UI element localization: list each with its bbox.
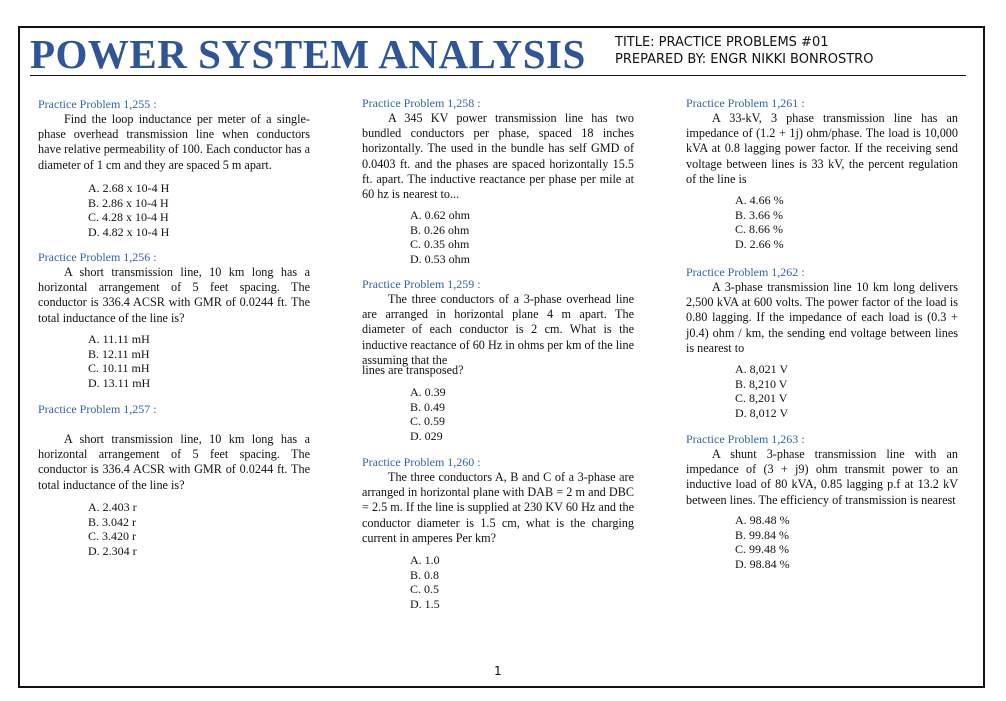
option-a: A. 1.0 (410, 553, 440, 567)
answer-option (88, 181, 169, 239)
problem-text: Find the loop inductance per meter of a single-phase overhead transmission line when conductors have relative permeability of 100. Each conductor has a diameter of 1 cm and they are spaced 5 m apart. (38, 112, 310, 172)
problem-text: A 33-kV, 3 phase transmission line has an impedance of (1.2 + 1j) ohm/phase. The load is 10,000 kVA at 0.8 lagging power factor. If the receiving send voltage between lines is 33 kV, the percent regulation of the line is (686, 111, 958, 186)
option-c: C. 8,201 V (735, 391, 788, 406)
option-a: A. 0.39 (410, 385, 446, 399)
option-b: B. 0.8 (410, 567, 440, 582)
answer-option (410, 385, 446, 443)
problem-text: The three conductors of a 3-phase overhead line are arranged in horizontal plane 4 m apart. The diameter of each conductor is 2 cm. What is the inductive reactance of 60 Hz in ohms per km of the line assuming that the (362, 292, 634, 367)
option-b: B. 2.86 x 10-4 H (88, 195, 169, 210)
problem-heading: Practice Problem 1,259 : (362, 277, 481, 291)
option-c: C. 10.11 mH (88, 361, 150, 376)
answer-option (735, 193, 784, 251)
option-d: D. 0.53 ohm (410, 251, 470, 266)
option-b: B. 8,210 V (735, 376, 788, 391)
option-d: D. 029 (410, 428, 443, 443)
answer-option (410, 553, 440, 611)
option-c: C. 99.48 % (735, 542, 789, 557)
problem-text: A short transmission line, 10 km long has a horizontal arrangement of 5 feet spacing. The conductor is 336.4 ACSR with GMR of 0.0244 ft. The total inductance of the line is? (38, 432, 310, 492)
option-c: C. 0.35 ohm (410, 237, 470, 252)
answer-option (88, 332, 150, 390)
option-b: B. 99.84 % (735, 527, 789, 542)
option-d: D. 4.82 x 10-4 H (88, 224, 170, 239)
answer-option (410, 208, 470, 266)
prepared-by: PREPARED BY: ENGR NIKKI BONROSTRO (615, 52, 874, 67)
option-b: B. 3.042 r (88, 514, 136, 529)
option-b: B. 3.66 % (735, 207, 783, 222)
option-b: B. 0.26 ohm (410, 222, 470, 237)
option-c: C. 0.59 (410, 414, 446, 429)
problem-text: A 3-phase transmission line 10 km long delivers 2,500 kVA at 600 volts. The power factor of the load is 0.80 lagging. If the impedance of each load is (0.3 + j0.4) ohm / km, the sending end voltage between lines is nearest to (686, 280, 958, 355)
problem-heading: Practice Problem 1,255 : (38, 97, 157, 111)
option-a: A. 2.68 x 10-4 H (88, 181, 170, 195)
option-a: A. 0.62 ohm (410, 208, 470, 222)
problem-heading: Practice Problem 1,257 : (38, 402, 157, 416)
option-c: C. 3.420 r (88, 529, 136, 544)
page-title: POWER SYSTEM ANALYSIS (30, 31, 586, 77)
problem-heading: Practice Problem 1,260 : (362, 455, 481, 469)
problem-text-continued: lines are transposed? (362, 363, 464, 377)
problem-heading: Practice Problem 1,258 : (362, 96, 481, 110)
problem-heading: Practice Problem 1,261 : (686, 96, 805, 110)
option-c: C. 8.66 % (735, 222, 783, 237)
option-c: C. 4.28 x 10-4 H (88, 210, 169, 225)
option-d: D. 1.5 (410, 596, 440, 611)
option-b: B. 12.11 mH (88, 346, 150, 361)
problem-heading: Practice Problem 1,262 : (686, 265, 805, 279)
option-a: A. 2.403 r (88, 500, 137, 514)
answer-option (735, 513, 790, 571)
problem-heading: Practice Problem 1,256 : (38, 250, 157, 264)
page-number: 1 (494, 664, 502, 678)
problem-text: The three conductors A, B and C of a 3-phase are arranged in horizontal plane with DAB = 2 m and DBC = 2.5 m. If the line is supplied at 230 KV 60 Hz and the conductor diameter is 1.5 cm, what is the charging current in amperes Per km? (362, 470, 634, 545)
option-a: A. 98.48 % (735, 513, 790, 527)
problem-text: A 345 KV power transmission line has two bundled conductors per phase, spaced 18 inches horizontally. The used in the bundle has self GMD of 0.0403 ft. and the phases are spaced horizontally 15.5 ft. apart. The inductive reactance per phase per mile at 60 hz is nearest to... (362, 111, 634, 202)
option-d: D. 2.66 % (735, 236, 784, 251)
option-c: C. 0.5 (410, 582, 440, 597)
option-d: D. 2.304 r (88, 543, 137, 558)
answer-option (88, 500, 137, 558)
doc-title: TITLE: PRACTICE PROBLEMS #01 (615, 35, 829, 50)
problem-heading: Practice Problem 1,263 : (686, 432, 805, 446)
option-d: D. 13.11 mH (88, 375, 151, 390)
option-a: A. 8,021 V (735, 362, 789, 376)
problem-text: A shunt 3-phase transmission line with an impedance of (3 + j9) ohm transmit power to an inductive load of 80 kVA, 0.85 lagging p.f at 13.2 kV between lines. The efficiency of transmission is nearest (686, 447, 958, 507)
option-a: A. 11.11 mH (88, 332, 150, 346)
option-d: D. 8,012 V (735, 405, 789, 420)
option-a: A. 4.66 % (735, 193, 784, 207)
document-meta (615, 34, 873, 68)
problem-text: A short transmission line, 10 km long has a horizontal arrangement of 5 feet spacing. The conductor is 336.4 ACSR with GMR of 0.0244 ft. The total inductance of the line is? (38, 265, 310, 325)
option-d: D. 98.84 % (735, 556, 790, 571)
option-b: B. 0.49 (410, 399, 446, 414)
header-divider (30, 75, 966, 76)
answer-option (735, 362, 788, 420)
